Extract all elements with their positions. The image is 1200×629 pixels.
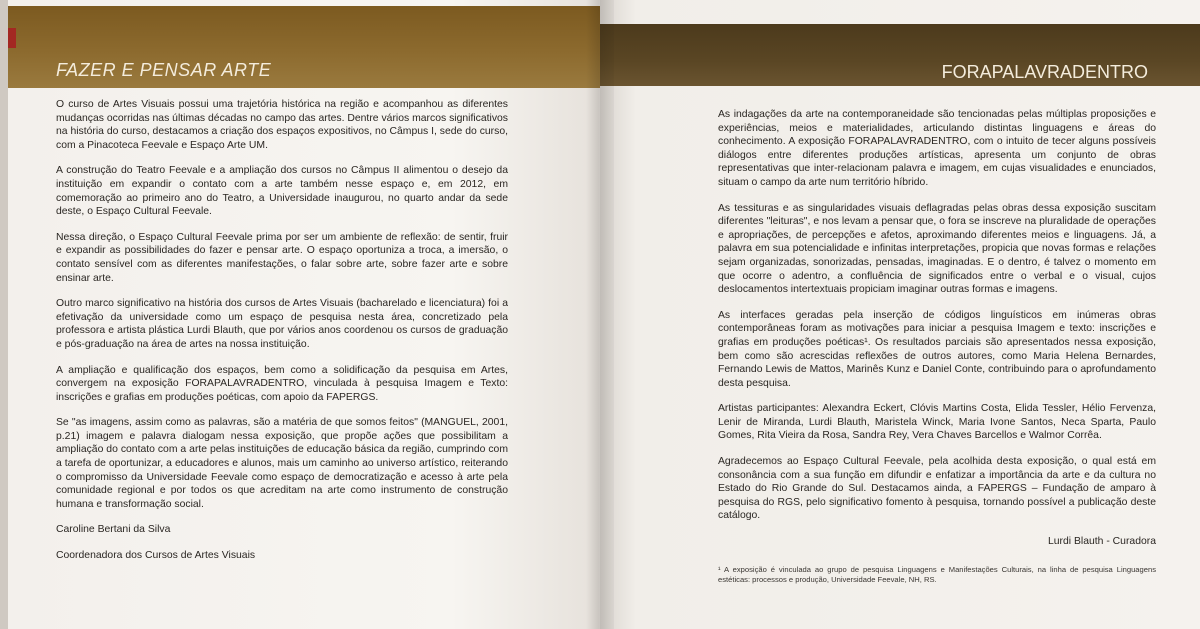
left-paragraph-3: Nessa direção, o Espaço Cultural Feevale prima por ser um ambiente de reflexão: de sentir, fruir e expandir as possibilidades do fazer e pensar arte. O espaço oportuniza a troca, a imersão, o contato sensível com as diferentes manifestações, o falar sobre arte, sobre fazer arte e sobre ensinar arte.	[56, 231, 508, 284]
left-paragraph-1: O curso de Artes Visuais possui uma trajetória histórica na região e acompanhou as diferentes mudanças ocorridas nas últimas décadas no campo das artes. Dentre vários marcos significativos na história do curso, destacamos a criação dos espaços expositivos, no Câmpus I, sede do curso, com a Pinacoteca Feevale e Espaço Arte UM.	[56, 99, 508, 151]
right-paragraph-3: As interfaces geradas pela inserção de códigos linguísticos em inúmeras obras contemporâneas foram as motivações para iniciar a pesquisa Imagem e texto: inscrições e grafias em produções poéticas¹. Os resultados parciais são apresentados nessa exposição, bem como são acrescidas reflexões de outros autores, como Maria Helena Bernardes, Fernando Lewis de Mattos, Marinês Kunz e Daniel Conte, contribuindo para o aprofundamento desta pesquisa.	[718, 309, 1156, 389]
book-spine	[586, 0, 614, 629]
left-page	[8, 0, 600, 629]
right-paragraph-1: As indagações da arte na contemporaneidade são tencionadas pelas múltiplas proposições e experiências, meios e materialidades, articulando distintas linguagens e áreas do conhecimento. A exposição FORAPALAVRADENTRO, com o intuito de tecer alguns possíveis diálogos entre diferentes produções artísticas, apresenta um conjunto de obras representativas que inter-relacionam palavra e imagem, em cujas visualidades e enunciados, situam o campo da arte num território híbrido.	[718, 109, 1156, 188]
right-page	[600, 0, 1200, 629]
footnote: ¹ A exposição é vinculada ao grupo de pesquisa Linguagens e Manifestações Culturais, na linha de pesquisa Linguagens estéticas: processos e produção, Universidade Feevale, NH, RS.	[718, 564, 1156, 584]
signature-role: Coordenadora dos Cursos de Artes Visuais	[56, 550, 256, 562]
right-paragraph-2: As tessituras e as singularidades visuais deflagradas pelas obras dessa exposição suscitam diferentes "leituras", e nos levam a pensar que, o fora se inscreve na pluralidade de operações e apropriações, de percepções e afetos, aproximando diferentes meios e linguagens. Já, a palavra em sua potencialidade e infinitas interpretações, propicia que novas formas e relações sejam organizadas, sonorizadas, pensadas, imaginadas. E o dentro, é talvez o momento em que ocorre o adentro, a confluência de significados entre o verbal e o visual, cujos deslocamentos intertextuais propiciam imaginar outras formas e imagens.	[718, 202, 1156, 296]
ribbon-mark	[8, 28, 16, 48]
left-page-body	[56, 98, 508, 575]
curator-signature: Lurdi Blauth - Curadora	[1047, 536, 1156, 548]
right-page-body	[718, 108, 1156, 597]
left-paragraph-2: A construção do Teatro Feevale e a ampliação dos cursos no Câmpus II alimentou o desejo da instituição em expandir o contato com a arte também nesse espaço e, em 2012, em comemoração ao primeiro ano do Teatro, a Universidade inaugurou, no quarto andar da sede deste, o Espaço Cultural Feevale.	[56, 165, 508, 218]
right-page-title: FORAPALAVRADENTRO	[941, 62, 1148, 82]
right-paragraph-4: Artistas participantes: Alexandra Eckert, Clóvis Martins Costa, Elida Tessler, Hélio Fervenza, Lenir de Miranda, Lurdi Blauth, Maristela Winck, Maria Ivone Santos, Neca Sparta, Paulo Gomes, Rita Vieira da Rosa, Sandra Rey, Vera Chaves Barcellos e Walmor Corrêa.	[718, 403, 1156, 442]
left-paragraph-5: A ampliação e qualificação dos espaços, bem como a solidificação da pesquisa em Artes, convergem na exposição FORAPALAVRADENTRO, vinculada à pesquisa Imagem e Texto: inscrições e grafias em produções poéticas, com apoio da FAPERGS.	[56, 364, 508, 403]
left-page-title: FAZER E PENSAR ARTE	[56, 60, 272, 80]
left-paragraph-4: Outro marco significativo na história dos cursos de Artes Visuais (bacharelado e licenciatura) foi a efetivação da universidade como um espaço de pesquisa nesta área, concretizado pela professora e artista plástica Lurdi Blauth, que por vários anos coordenou os cursos de graduação e pós-graduação na área de artes na nossa instituição.	[56, 298, 508, 350]
left-paragraph-6: Se "as imagens, assim como as palavras, são a matéria de que somos feitos" (MANGUEL, 2001, p.21) imagem e palavra dialogam nessa exposição, que propõe ações que possibilitam a ampliação do contato com a arte pelas instituições de educação básica da região, cumprindo com a tarefa de oportunizar, a educadores e alunos, mais um caminho ao universo artístico, reiterando o compromisso da Universidade Feevale como espaço de democratização e acesso à arte pela comunidade regional e por todos os que acreditam na arte como instrumento de construção humana e transformação social.	[56, 417, 508, 510]
signature-name: Caroline Bertani da Silva	[56, 524, 171, 536]
right-paragraph-5: Agradecemos ao Espaço Cultural Feevale, pela acolhida desta exposição, o qual está em consonância com a sua função em difundir e enfatizar a importância da arte e da cultura no Estado do Rio Grande do Sul. Destacamos ainda, a FAPERGS – Fundação de amparo à pesquisa do RGS, pelo significativo fomento à pesquisa, tornando possível a publicação deste catálogo.	[718, 456, 1156, 522]
